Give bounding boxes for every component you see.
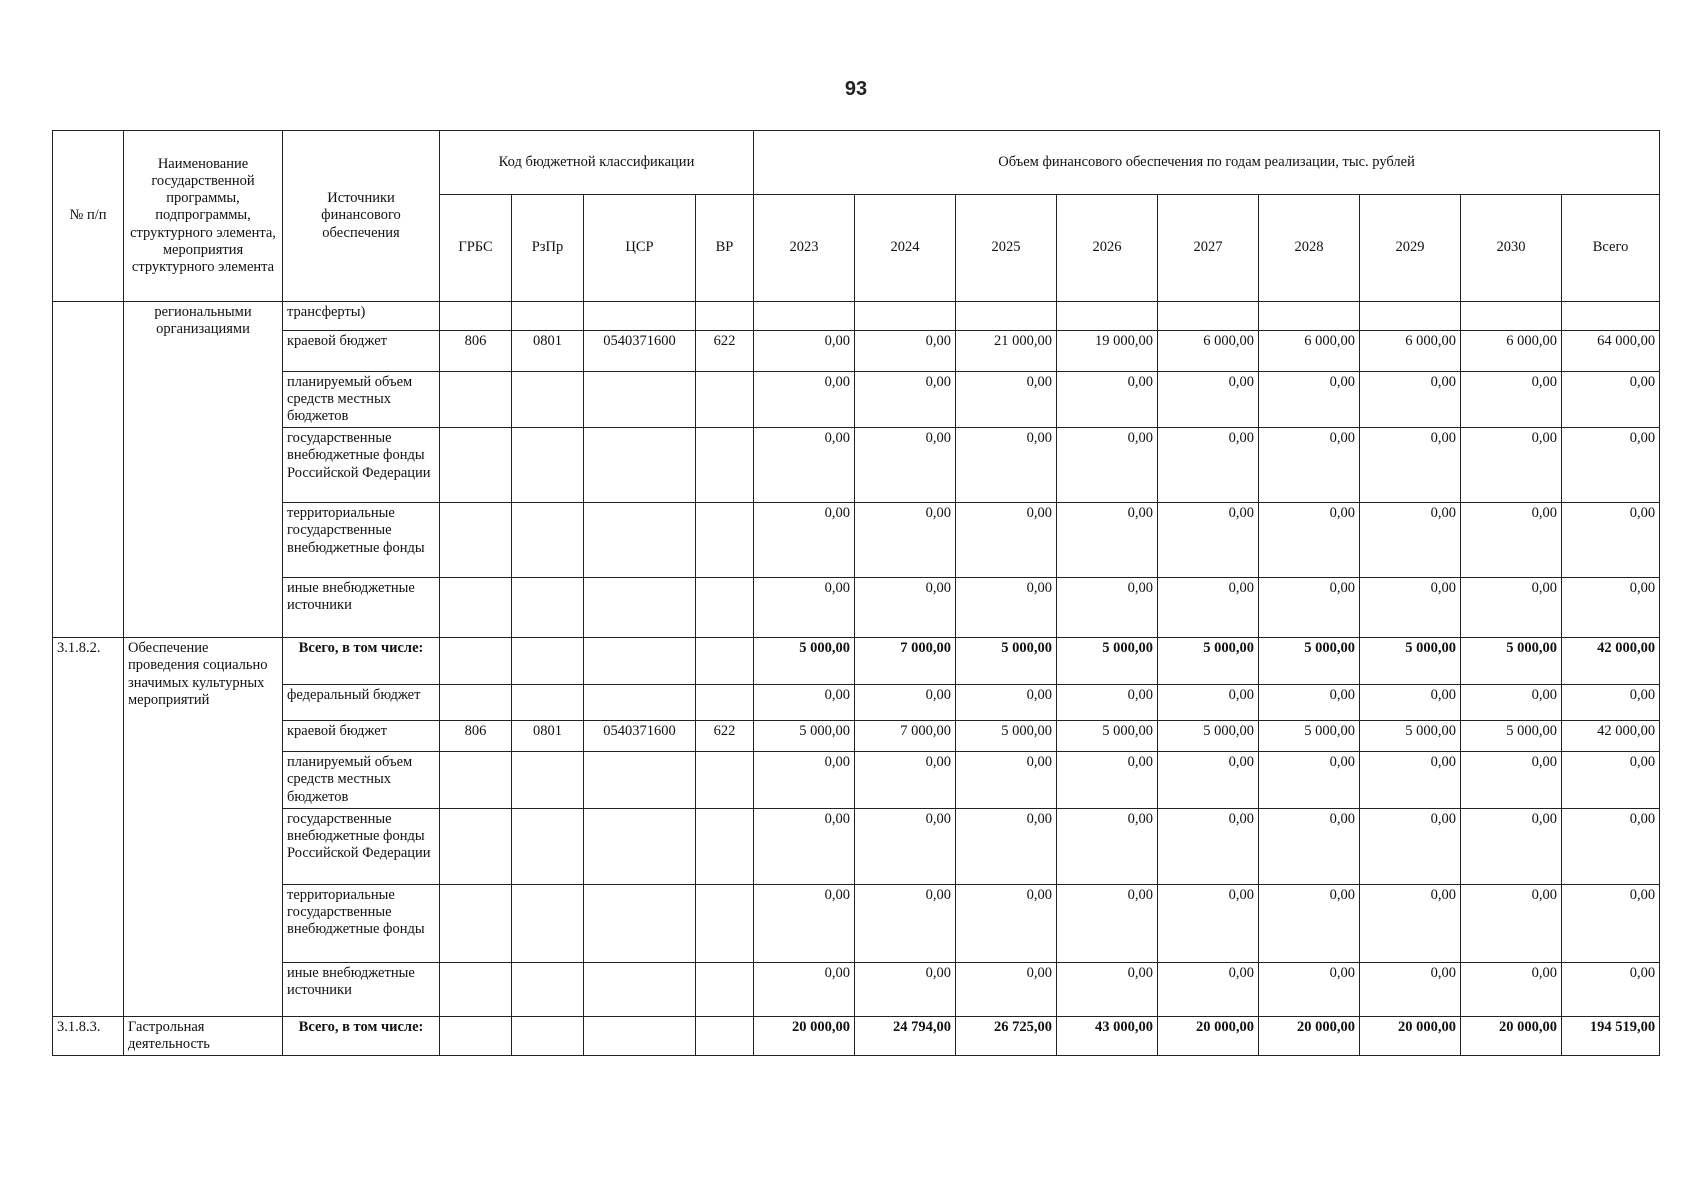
header-csr: ЦСР [584,195,696,302]
year-value: 20 000,00 [1461,1016,1562,1055]
vr-code [696,302,754,331]
year-value: 0,00 [956,428,1057,503]
table-row [53,721,1660,752]
grbs-code [440,638,512,685]
rzpr-code [512,1016,584,1055]
header-year: 2026 [1057,195,1158,302]
rzpr-code [512,302,584,331]
year-value: 0,00 [754,962,855,1016]
year-value: 0,00 [1158,578,1259,638]
grbs-code [440,685,512,721]
header-volume: Объем финансового обеспечения по годам реализации, тыс. рублей [754,131,1660,195]
header-rzpr: РзПр [512,195,584,302]
csr-code: 0540371600 [584,331,696,372]
csr-code [584,962,696,1016]
funding-source: федеральный бюджет [283,685,440,721]
header-year: 2027 [1158,195,1259,302]
year-value: 20 000,00 [1259,1016,1360,1055]
funding-source: иные внебюджетные источники [283,962,440,1016]
total-value: 0,00 [1562,428,1660,503]
year-value [1158,302,1259,331]
year-value [754,302,855,331]
year-value: 5 000,00 [1057,721,1158,752]
grbs-code [440,428,512,503]
table-row [53,428,1660,503]
rzpr-code: 0801 [512,721,584,752]
year-value: 20 000,00 [754,1016,855,1055]
year-value [1057,302,1158,331]
year-value: 0,00 [1461,372,1562,428]
funding-source: краевой бюджет [283,331,440,372]
header-year: 2028 [1259,195,1360,302]
year-value: 0,00 [1057,428,1158,503]
year-value: 43 000,00 [1057,1016,1158,1055]
year-value: 5 000,00 [1259,721,1360,752]
vr-code: 622 [696,721,754,752]
vr-code [696,685,754,721]
vr-code [696,1016,754,1055]
year-value: 0,00 [1057,808,1158,884]
year-value: 0,00 [1057,685,1158,721]
header-year: 2024 [855,195,956,302]
grbs-code [440,752,512,808]
year-value: 0,00 [754,884,855,962]
grbs-code [440,372,512,428]
table-row [53,372,1660,428]
year-value: 6 000,00 [1158,331,1259,372]
year-value: 0,00 [1461,884,1562,962]
total-value: 0,00 [1562,884,1660,962]
item-name: Гастрольная деятельность [124,1016,283,1055]
grbs-code [440,302,512,331]
year-value: 0,00 [1259,428,1360,503]
year-value: 7 000,00 [855,721,956,752]
rzpr-code [512,962,584,1016]
table-row [53,503,1660,578]
year-value: 0,00 [1158,428,1259,503]
year-value: 0,00 [1461,962,1562,1016]
rzpr-code [512,685,584,721]
csr-code [584,372,696,428]
grbs-code [440,1016,512,1055]
table-row [53,331,1660,372]
year-value: 6 000,00 [1360,331,1461,372]
total-value: 0,00 [1562,962,1660,1016]
funding-source: территориальные государственные внебюджетные фонды [283,503,440,578]
funding-source: иные внебюджетные источники [283,578,440,638]
funding-source: краевой бюджет [283,721,440,752]
rzpr-code [512,372,584,428]
grbs-code [440,884,512,962]
header-vr: ВР [696,195,754,302]
rzpr-code [512,503,584,578]
grbs-code [440,808,512,884]
total-value: 0,00 [1562,372,1660,428]
csr-code [584,685,696,721]
year-value: 0,00 [1158,962,1259,1016]
year-value: 0,00 [1360,884,1461,962]
year-value [1259,302,1360,331]
year-value: 0,00 [1158,503,1259,578]
year-value: 0,00 [855,884,956,962]
year-value: 21 000,00 [956,331,1057,372]
year-value: 5 000,00 [1259,638,1360,685]
rzpr-code [512,428,584,503]
year-value: 0,00 [855,331,956,372]
year-value: 6 000,00 [1461,331,1562,372]
year-value: 0,00 [956,685,1057,721]
grbs-code [440,578,512,638]
table-row [53,1016,1660,1055]
table-row [53,962,1660,1016]
year-value: 0,00 [1259,884,1360,962]
year-value [1461,302,1562,331]
header-year: 2025 [956,195,1057,302]
year-value: 0,00 [754,428,855,503]
year-value: 5 000,00 [1158,638,1259,685]
total-value: 0,00 [1562,752,1660,808]
year-value: 0,00 [1057,884,1158,962]
csr-code [584,503,696,578]
funding-source: территориальные государственные внебюджетные фонды [283,884,440,962]
year-value: 0,00 [1158,372,1259,428]
grbs-code [440,962,512,1016]
year-value: 5 000,00 [1057,638,1158,685]
year-value: 0,00 [956,808,1057,884]
header-num: № п/п [53,131,124,302]
year-value: 0,00 [1057,503,1158,578]
year-value: 5 000,00 [754,721,855,752]
budget-table [52,130,1660,1056]
year-value: 5 000,00 [956,721,1057,752]
header-name: Наименование государственной программы, подпрограммы, структурного элемента, мероприятия структурного элемента [124,131,283,302]
funding-source: государственные внебюджетные фонды Российской Федерации [283,808,440,884]
year-value: 0,00 [1360,372,1461,428]
funding-source: Всего, в том числе: [283,1016,440,1055]
vr-code [696,962,754,1016]
year-value: 0,00 [754,331,855,372]
table-row [53,638,1660,685]
header-year: 2030 [1461,195,1562,302]
year-value: 0,00 [956,503,1057,578]
table-row [53,808,1660,884]
funding-source: планируемый объем средств местных бюджетов [283,752,440,808]
item-name: региональными организациями [124,302,283,638]
year-value: 0,00 [1057,578,1158,638]
year-value: 0,00 [1259,752,1360,808]
year-value: 24 794,00 [855,1016,956,1055]
year-value: 0,00 [1158,808,1259,884]
table-row [53,302,1660,331]
vr-code [696,503,754,578]
year-value: 20 000,00 [1360,1016,1461,1055]
year-value: 0,00 [956,578,1057,638]
total-value: 64 000,00 [1562,331,1660,372]
item-name: Обеспечение проведения социально значимых культурных мероприятий [124,638,283,1016]
year-value: 0,00 [1461,428,1562,503]
year-value: 0,00 [855,578,956,638]
year-value: 20 000,00 [1158,1016,1259,1055]
year-value: 0,00 [754,685,855,721]
header-total: Всего [1562,195,1660,302]
year-value [855,302,956,331]
vr-code [696,578,754,638]
year-value: 0,00 [754,372,855,428]
table-body [53,302,1660,1056]
year-value: 0,00 [1360,752,1461,808]
year-value: 0,00 [754,503,855,578]
year-value: 0,00 [1259,372,1360,428]
year-value: 0,00 [855,428,956,503]
year-value: 0,00 [855,962,956,1016]
rzpr-code [512,884,584,962]
year-value: 26 725,00 [956,1016,1057,1055]
vr-code [696,638,754,685]
year-value: 0,00 [855,808,956,884]
total-value: 194 519,00 [1562,1016,1660,1055]
total-value [1562,302,1660,331]
vr-code [696,808,754,884]
total-value: 0,00 [1562,808,1660,884]
table-row [53,752,1660,808]
vr-code [696,884,754,962]
header-kbk: Код бюджетной классификации [440,131,754,195]
year-value: 0,00 [1461,503,1562,578]
year-value: 0,00 [1158,884,1259,962]
header-sources: Источники финансового обеспечения [283,131,440,302]
year-value: 0,00 [956,752,1057,808]
total-value: 0,00 [1562,578,1660,638]
funding-source: трансферты) [283,302,440,331]
year-value: 5 000,00 [1158,721,1259,752]
table-row [53,884,1660,962]
year-value: 0,00 [1057,752,1158,808]
year-value: 19 000,00 [1057,331,1158,372]
total-value: 42 000,00 [1562,638,1660,685]
year-value: 5 000,00 [956,638,1057,685]
year-value: 0,00 [754,752,855,808]
vr-code [696,752,754,808]
funding-source: государственные внебюджетные фонды Российской Федерации [283,428,440,503]
vr-code: 622 [696,331,754,372]
table-row [53,685,1660,721]
year-value: 0,00 [754,578,855,638]
rzpr-code [512,808,584,884]
year-value: 0,00 [956,884,1057,962]
rzpr-code: 0801 [512,331,584,372]
grbs-code [440,503,512,578]
vr-code [696,428,754,503]
year-value: 0,00 [855,503,956,578]
year-value: 0,00 [1259,578,1360,638]
year-value: 6 000,00 [1259,331,1360,372]
year-value: 5 000,00 [1461,638,1562,685]
grbs-code: 806 [440,721,512,752]
year-value [1360,302,1461,331]
year-value: 0,00 [1259,685,1360,721]
total-value: 0,00 [1562,685,1660,721]
year-value: 0,00 [1259,962,1360,1016]
year-value: 5 000,00 [1360,721,1461,752]
year-value: 0,00 [855,752,956,808]
year-value: 0,00 [1461,752,1562,808]
year-value: 0,00 [754,808,855,884]
year-value: 0,00 [1158,685,1259,721]
year-value: 0,00 [1259,808,1360,884]
header-grbs: ГРБС [440,195,512,302]
year-value: 0,00 [1461,685,1562,721]
year-value: 5 000,00 [1360,638,1461,685]
year-value: 0,00 [1461,578,1562,638]
header-year: 2023 [754,195,855,302]
csr-code: 0540371600 [584,721,696,752]
page-number: 93 [844,78,868,100]
year-value: 0,00 [1057,372,1158,428]
year-value: 5 000,00 [754,638,855,685]
item-number: 3.1.8.2. [53,638,124,1016]
year-value: 7 000,00 [855,638,956,685]
vr-code [696,372,754,428]
rzpr-code [512,638,584,685]
csr-code [584,428,696,503]
csr-code [584,752,696,808]
csr-code [584,808,696,884]
year-value: 5 000,00 [1461,721,1562,752]
year-value: 0,00 [1360,428,1461,503]
year-value: 0,00 [1057,962,1158,1016]
csr-code [584,578,696,638]
header-year: 2029 [1360,195,1461,302]
csr-code [584,884,696,962]
csr-code [584,1016,696,1055]
year-value: 0,00 [855,372,956,428]
year-value: 0,00 [1360,503,1461,578]
year-value: 0,00 [1158,752,1259,808]
year-value: 0,00 [1360,962,1461,1016]
year-value: 0,00 [1360,578,1461,638]
rzpr-code [512,752,584,808]
csr-code [584,638,696,685]
year-value: 0,00 [956,962,1057,1016]
total-value: 42 000,00 [1562,721,1660,752]
csr-code [584,302,696,331]
year-value: 0,00 [1461,808,1562,884]
year-value: 0,00 [1360,808,1461,884]
funding-source: планируемый объем средств местных бюджетов [283,372,440,428]
table-row [53,578,1660,638]
total-value: 0,00 [1562,503,1660,578]
item-number [53,302,124,638]
funding-source: Всего, в том числе: [283,638,440,685]
year-value [956,302,1057,331]
item-number: 3.1.8.3. [53,1016,124,1055]
rzpr-code [512,578,584,638]
grbs-code: 806 [440,331,512,372]
year-value: 0,00 [956,372,1057,428]
year-value: 0,00 [1259,503,1360,578]
year-value: 0,00 [855,685,956,721]
year-value: 0,00 [1360,685,1461,721]
